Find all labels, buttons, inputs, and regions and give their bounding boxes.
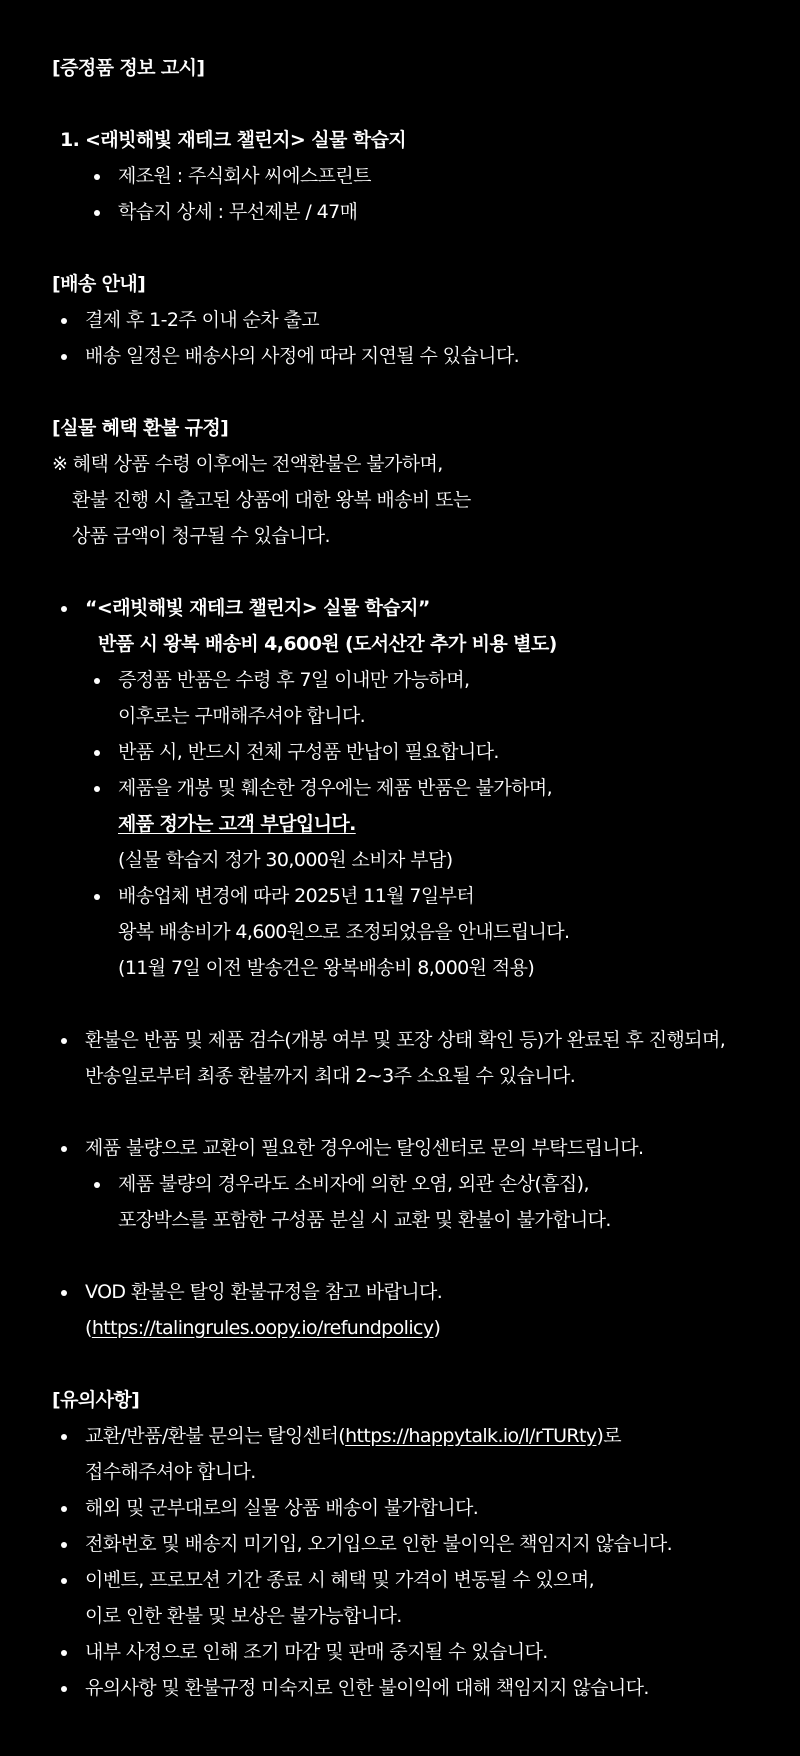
notes-item: 전화번호 및 배송지 미기입, 오기입으로 인한 불이익은 책임지지 않습니다. xyxy=(85,1533,673,1555)
defect-exchange: 제품 불량으로 교환이 필요한 경우에는 탈잉센터로 문의 부탁드립니다. xyxy=(85,1137,644,1159)
item-title: <래빗해빛 재테크 챌린지> 실물 학습지 xyxy=(85,129,407,151)
sub-item-continued: 이후로는 구매해주셔야 합니다. xyxy=(118,705,366,727)
notes-item-continued: 이로 인한 환불 및 보상은 불가능합니다. xyxy=(85,1605,402,1627)
price-burden-emphasis: 제품 정가는 고객 부담입니다. xyxy=(118,813,356,835)
notes-item: 유의사항 및 환불규정 미숙지로 인한 불이익에 대해 책임지지 않습니다. xyxy=(85,1677,649,1699)
contact-prefix: 교환/반품/환불 문의는 탈잉센터( xyxy=(85,1425,346,1447)
sub-item: 증정품 반품은 수령 후 7일 이내만 가능하며, xyxy=(118,669,470,691)
vod-refund-link-line xyxy=(85,1316,440,1340)
shipping-item: 배송 일정은 배송사의 사정에 따라 지연될 수 있습니다. xyxy=(85,345,520,367)
shipping-item: 결제 후 1-2주 이내 순차 출고 xyxy=(85,309,319,331)
refund-notice-line: ※ 혜택 상품 수령 이후에는 전액환불은 불가하며, xyxy=(52,453,443,475)
notes-heading: [유의사항] xyxy=(52,1389,140,1411)
product-title: “<래빗해빛 재테크 챌린지> 실물 학습지” xyxy=(85,597,430,619)
sub-item: 제품을 개봉 및 훼손한 경우에는 제품 반품은 불가하며, xyxy=(118,777,553,799)
vod-refund: VOD 환불은 탈잉 환불규정을 참고 바랍니다. xyxy=(85,1281,443,1303)
detail-manufacturer: 제조원 : 주식회사 씨에스프린트 xyxy=(118,165,371,187)
notes-contact-continued: 접수해주셔야 합니다. xyxy=(85,1461,256,1483)
sub-item-continued: (실물 학습지 정가 30,000원 소비자 부담) xyxy=(118,849,453,871)
defect-sub-item: 제품 불량의 경우라도 소비자에 의한 오염, 외관 손상(흠집), xyxy=(118,1173,589,1195)
sub-item: 반품 시, 반드시 전체 구성품 반납이 필요합니다. xyxy=(118,741,499,763)
defect-sub-item-continued: 포장박스를 포함한 구성품 분실 시 교환 및 환불이 불가합니다. xyxy=(118,1209,611,1231)
refund-process-continued: 반송일로부터 최종 환불까지 최대 2~3주 소요될 수 있습니다. xyxy=(85,1065,576,1087)
item-number: 1. xyxy=(60,129,80,151)
refund-notice-line: 상품 금액이 청구될 수 있습니다. xyxy=(72,525,331,547)
notes-contact xyxy=(85,1424,621,1448)
sub-item-continued: 왕복 배송비가 4,600원으로 조정되었음을 안내드립니다. xyxy=(118,921,570,943)
happytalk-link[interactable]: https://happytalk.io/l/rTURty xyxy=(345,1425,597,1447)
paren-close: ) xyxy=(433,1317,441,1339)
gift-info-heading: [증정품 정보 고시] xyxy=(52,57,205,79)
refund-policy-link[interactable]: https://talingrules.oopy.io/refundpolicy xyxy=(91,1317,434,1339)
shipping-heading: [배송 안내] xyxy=(52,273,146,295)
product-return-fee: 반품 시 왕복 배송비 4,600원 (도서산간 추가 비용 별도) xyxy=(98,633,557,655)
notes-item: 이벤트, 프로모션 기간 종료 시 혜택 및 가격이 변동될 수 있으며, xyxy=(85,1569,595,1591)
refund-notice-line: 환불 진행 시 출고된 상품에 대한 왕복 배송비 또는 xyxy=(72,489,471,511)
detail-spec: 학습지 상세 : 무선제본 / 47매 xyxy=(118,201,358,223)
refund-policy-heading: [실물 혜택 환불 규정] xyxy=(52,417,229,439)
notes-item: 해외 및 군부대로의 실물 상품 배송이 불가합니다. xyxy=(85,1497,479,1519)
refund-process: 환불은 반품 및 제품 검수(개봉 여부 및 포장 상태 확인 등)가 완료된 후 진행되며, xyxy=(85,1029,726,1051)
contact-suffix: )로 xyxy=(596,1425,622,1447)
sub-item-continued: (11월 7일 이전 발송건은 왕복배송비 8,000원 적용) xyxy=(118,957,535,979)
sub-item: 배송업체 변경에 따라 2025년 11월 7일부터 xyxy=(118,885,475,907)
paren-open: ( xyxy=(85,1317,92,1339)
notes-item: 내부 사정으로 인해 조기 마감 및 판매 중지될 수 있습니다. xyxy=(85,1641,548,1663)
